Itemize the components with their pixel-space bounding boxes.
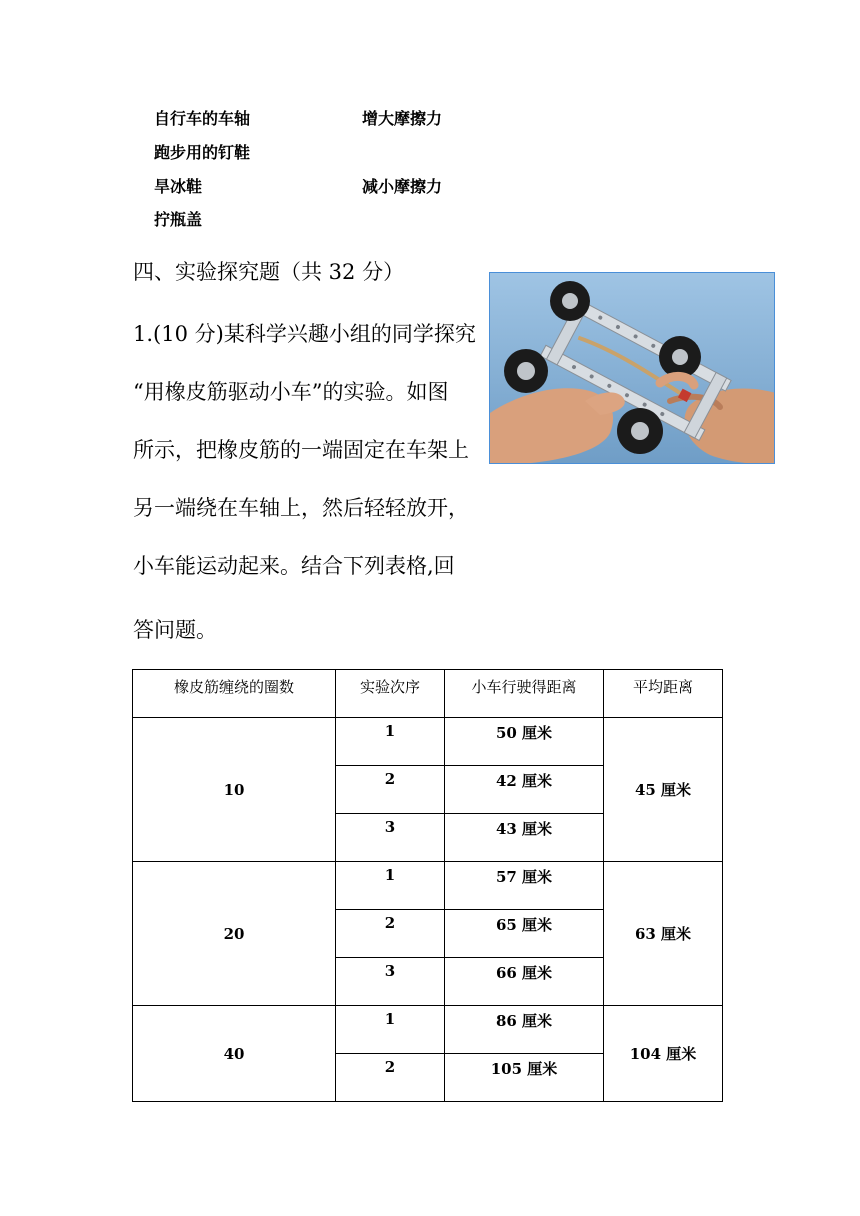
question-line: 1.(10 分)某科学兴趣小组的同学探究	[133, 322, 476, 346]
question-line: 答问题。	[133, 618, 217, 642]
table-row	[133, 1006, 723, 1054]
average-cell: 45 厘米	[604, 718, 723, 862]
match-left-item: 自行车的车轴	[154, 109, 251, 128]
question-line: 另一端绕在车轴上，然后轻轻放开，	[133, 496, 469, 520]
match-right-item: 增大摩擦力	[362, 109, 443, 128]
order-cell: 3	[336, 814, 445, 862]
turns-cell: 10	[133, 718, 336, 862]
match-left-item: 拧瓶盖	[154, 210, 203, 229]
section-heading: 四、实验探究题（共 32 分）	[133, 260, 405, 284]
order-cell: 1	[336, 718, 445, 766]
question-line: 小车能运动起来。结合下列表格,回	[133, 554, 455, 578]
question-line: 所示，把橡皮筋的一端固定在车架上	[133, 438, 469, 462]
column-header: 橡皮筋缠绕的圈数	[133, 670, 336, 718]
order-cell: 1	[336, 862, 445, 910]
question-line: “用橡皮筋驱动小车”的实验。如图	[133, 380, 449, 404]
table-row	[133, 862, 723, 910]
match-right-item: 减小摩擦力	[362, 177, 443, 196]
toy-car-photo	[489, 272, 775, 464]
column-header: 平均距离	[604, 670, 723, 718]
column-header: 实验次序	[336, 670, 445, 718]
average-cell: 63 厘米	[604, 862, 723, 1006]
table-row	[133, 718, 723, 766]
average-cell: 104 厘米	[604, 1006, 723, 1102]
order-cell: 2	[336, 1054, 445, 1102]
column-header: 小车行驶得距离	[445, 670, 604, 718]
order-cell: 3	[336, 958, 445, 1006]
match-left-item: 旱冰鞋	[154, 177, 203, 196]
order-cell: 2	[336, 766, 445, 814]
turns-cell: 20	[133, 862, 336, 1006]
experiment-table	[132, 669, 723, 1102]
order-cell: 2	[336, 910, 445, 958]
distance-cell: 66 厘米	[445, 958, 604, 1006]
toy-car-illustration	[490, 273, 775, 464]
turns-cell: 40	[133, 1006, 336, 1102]
table-header-row	[133, 670, 723, 718]
distance-cell: 57 厘米	[445, 862, 604, 910]
distance-cell: 42 厘米	[445, 766, 604, 814]
distance-cell: 65 厘米	[445, 910, 604, 958]
distance-cell: 105 厘米	[445, 1054, 604, 1102]
distance-cell: 86 厘米	[445, 1006, 604, 1054]
match-left-item: 跑步用的钉鞋	[154, 143, 251, 162]
order-cell: 1	[336, 1006, 445, 1054]
distance-cell: 50 厘米	[445, 718, 604, 766]
distance-cell: 43 厘米	[445, 814, 604, 862]
